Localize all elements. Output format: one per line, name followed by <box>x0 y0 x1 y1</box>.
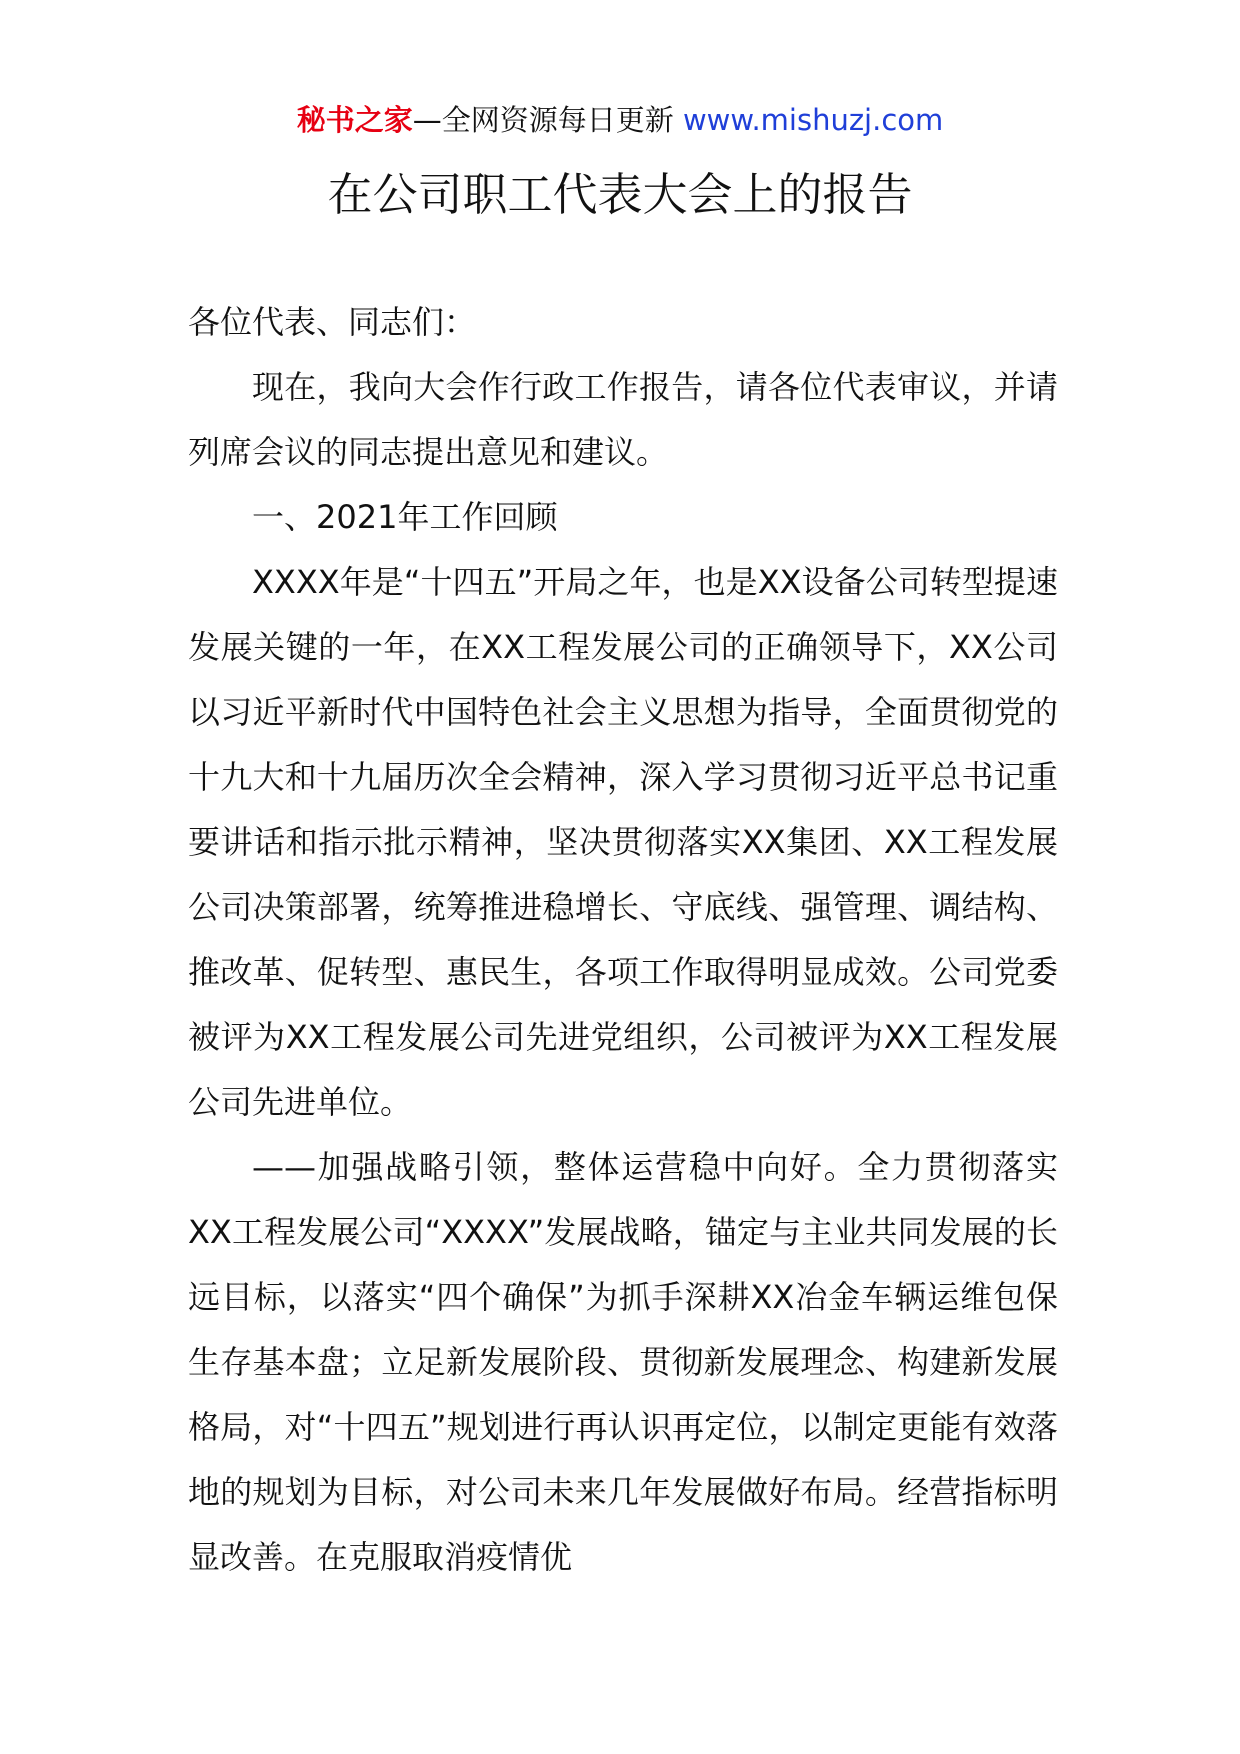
document-title: 在公司职工代表大会上的报告 <box>327 168 913 221</box>
section-heading: 一、2021年工作回顾 <box>252 498 558 536</box>
document-body <box>188 290 1058 1590</box>
brand-name: 秘书之家 <box>296 103 413 137</box>
salutation: 各位代表、同志们： <box>188 303 477 341</box>
site-tagline: —全网资源每日更新 <box>412 103 674 137</box>
paragraph-strategy: ——加强战略引领，整体运营稳中向好。全力贯彻落实XX工程发展公司“XXXX”发展战略，锚定与主业共同发展的长远目标，以落实“四个确保”为抓手深耕XX冶金车辆运维包保生存基本盘；立足新发展阶段、贯彻新发展理念、构建新发展格局，对“十四五”规划进行再认识再定位，以制定更能有效落地的规划为目标，对公司未来几年发展做好布局。经营指标明显改善。在克服取消疫情优 <box>188 1148 1058 1576</box>
site-header <box>0 100 1240 140</box>
paragraph-review: XXXX年是“十四五”开局之年，也是XX设备公司转型提速发展关键的一年，在XX工程发展公司的正确领导下，XX公司以习近平新时代中国特色社会主义思想为指导，全面贯彻党的十九大和十九届历次全会精神，深入学习贯彻习近平总书记重要讲话和指示批示精神，坚决贯彻落实XX集团、XX工程发展公司决策部署，统筹推进稳增长、守底线、强管理、调结构、推改革、促转型、惠民生，各项工作取得明显成效。公司党委被评为XX工程发展公司先进党组织，公司被评为XX工程发展公司先进单位。 <box>188 563 1058 1121</box>
paragraph-intro: 现在，我向大会作行政工作报告，请各位代表审议，并请列席会议的同志提出意见和建议。 <box>188 368 1058 471</box>
site-url-link[interactable]: www.mishuzj.com <box>682 103 944 137</box>
